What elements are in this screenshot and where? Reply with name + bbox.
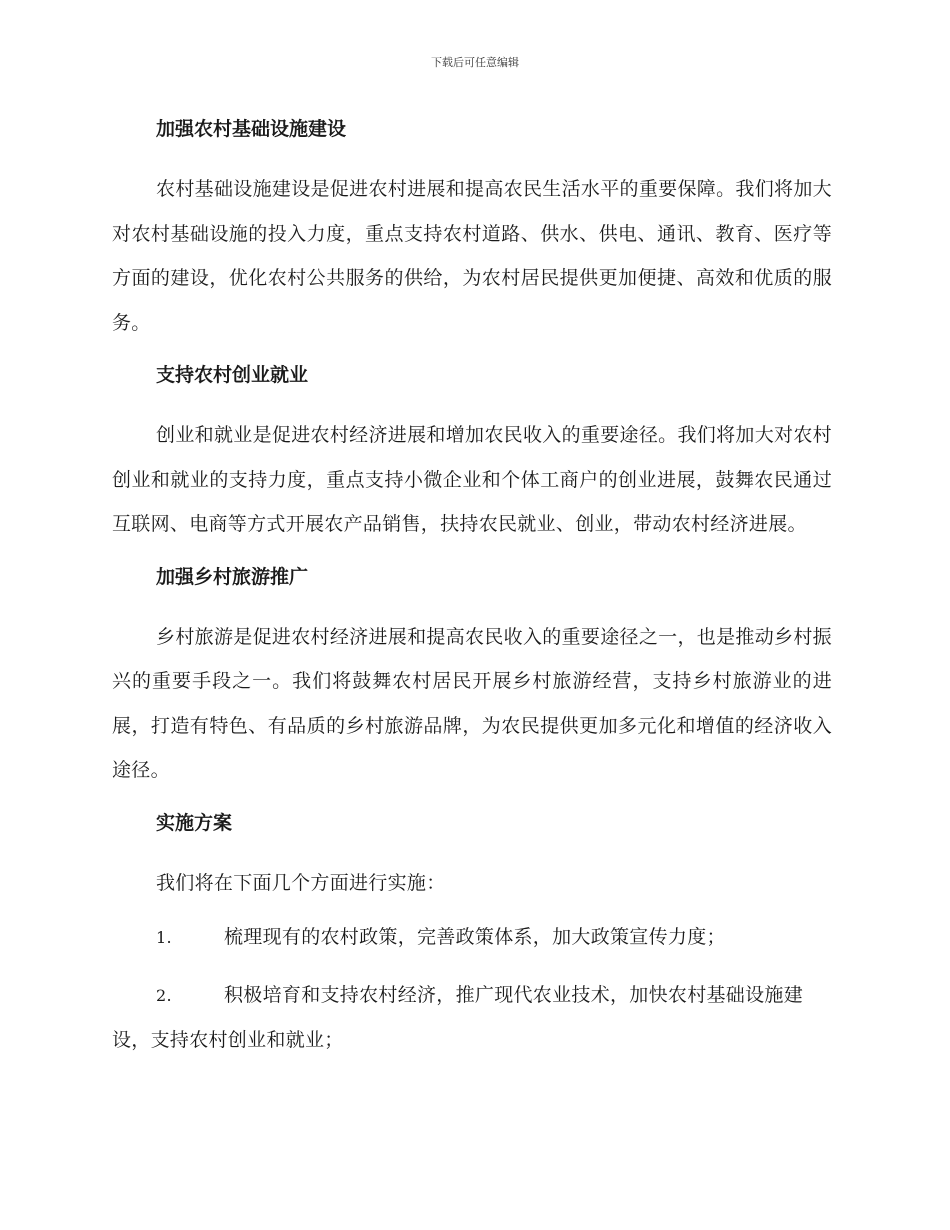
section-heading: 实施方案: [156, 811, 233, 834]
section-heading: 加强乡村旅游推广: [156, 565, 309, 588]
list-item: [112, 915, 832, 961]
list-number: 2.: [156, 985, 172, 1005]
section-paragraph: 我们将在下面几个方面进行实施：: [156, 871, 446, 894]
list-text: 梳理现有的农村政策，完善政策体系，加大政策宣传力度；: [224, 926, 726, 948]
list-item: [112, 973, 832, 1063]
page-header: 下载后可任意编辑: [431, 56, 519, 69]
section-paragraph: 农村基础设施建设是促进农村进展和提高农民生活水平的重要保障。我们将加大对农村基础设施的投入力度，重点支持农村道路、供水、供电、通讯、教育、医疗等方面的建设，优化农村公共服务的供给，为农村居民提供更加便捷、高效和优质的服务。: [112, 178, 832, 334]
section-heading: 支持农村创业就业: [156, 364, 309, 386]
section-paragraph: 创业和就业是促进农村经济进展和增加农民收入的重要途径。我们将加大对农村创业和就业的支持力度，重点支持小微企业和个体工商户的创业进展，鼓舞农民通过互联网、电商等方式开展农产品销售，扶持农民就业、创业，带动农村经济进展。: [112, 424, 832, 535]
section-paragraph: 乡村旅游是促进农村经济进展和提高农民收入的重要途径之一，也是推动乡村振兴的重要手段之一。我们将鼓舞农村居民开展乡村旅游经营，支持乡村旅游业的进展，打造有特色、有品质的乡村旅游品牌，为农民提供更加多元化和增值的经济收入途径。: [112, 625, 832, 781]
document-body: [112, 109, 832, 1075]
section-heading: 加强农村基础设施建设: [156, 118, 347, 140]
list-number: 1.: [156, 928, 172, 947]
list-text: 积极培育和支持农村经济，推广现代农业技术，加快农村基础设施建设，支持农村创业和就业；: [112, 983, 804, 1051]
